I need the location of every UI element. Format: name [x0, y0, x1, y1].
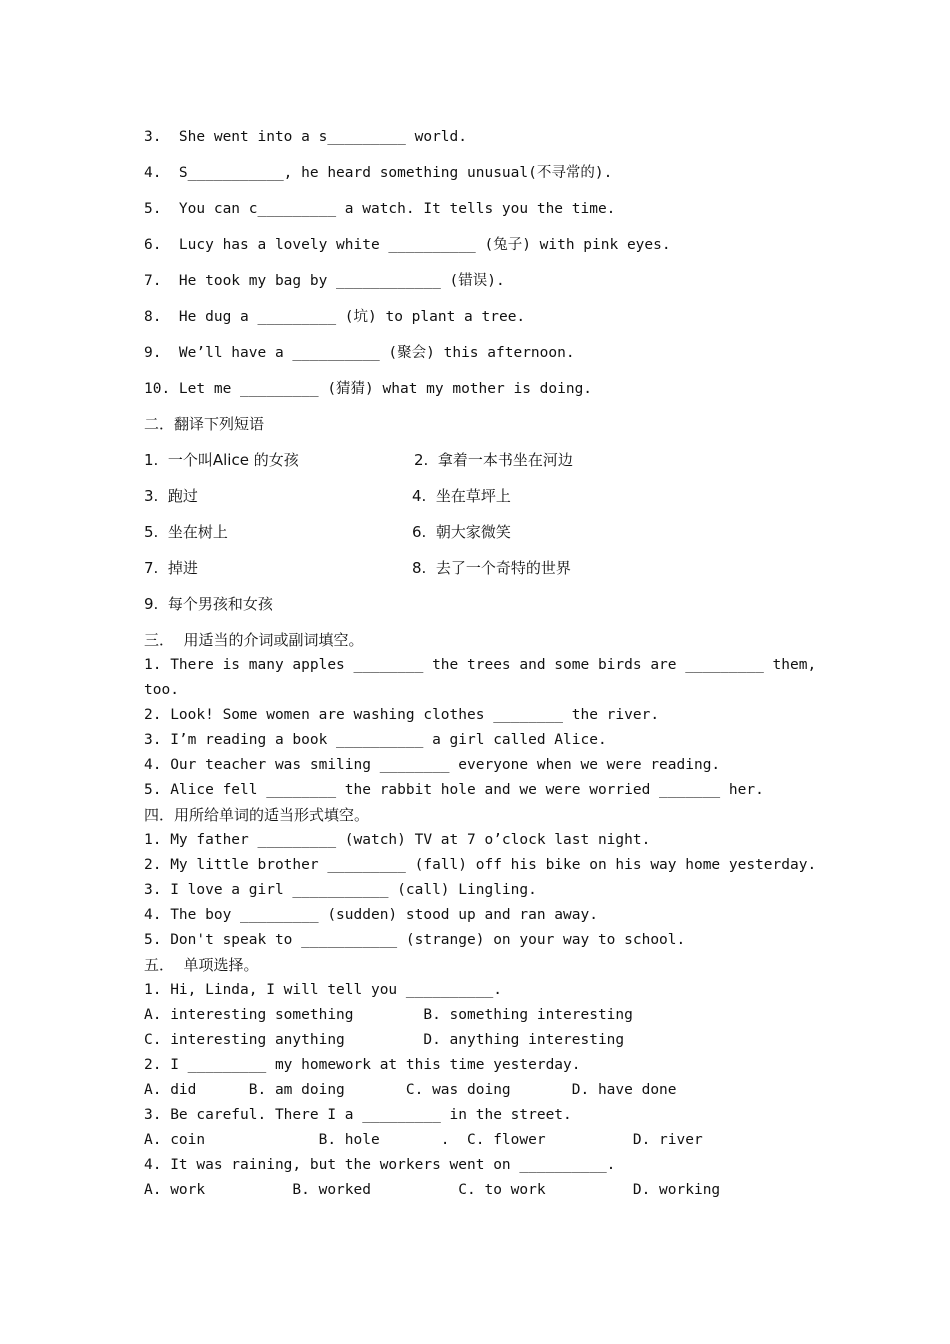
- phrase-item: 6. 朝大家微笑: [412, 523, 511, 541]
- exercise-line: A. interesting something B. something interesting: [144, 1007, 633, 1023]
- phrase-item: 8. 去了一个奇特的世界: [412, 559, 571, 577]
- exercise-line: 2. My little brother _________ (fall) off his bike on his way home yesterday.: [144, 857, 817, 873]
- phrase-item: 9. 每个男孩和女孩: [144, 595, 273, 613]
- phrase-item: 2. 拿着一本书坐在河边: [414, 451, 573, 469]
- section-heading: 二．翻译下列短语: [144, 415, 265, 433]
- phrase-item: 4. 坐在草坪上: [412, 487, 511, 505]
- exercise-line: 1. My father _________ (watch) TV at 7 o’clock last night.: [144, 832, 651, 848]
- exercise-line: A. coin B. hole . C. flower D. river: [144, 1132, 703, 1148]
- section-heading: 五． 单项选择。: [144, 956, 259, 974]
- exercise-line: A. did B. am doing C. was doing D. have done: [144, 1082, 677, 1098]
- exercise-line: A. work B. worked C. to work D. working: [144, 1182, 721, 1198]
- part1-line: 7. He took my bag by ____________ (错误).: [144, 273, 505, 289]
- phrase-item: 3. 跑过: [144, 487, 198, 505]
- exercise-line: 3. I’m reading a book __________ a girl called Alice.: [144, 732, 607, 748]
- part1-line: 9. We’ll have a __________ (聚会) this afternoon.: [144, 345, 575, 361]
- exercise-line: 4. Our teacher was smiling ________ everyone when we were reading.: [144, 757, 721, 773]
- exercise-line: too.: [144, 682, 179, 698]
- part1-line: 4. S___________, he heard something unusual(不寻常的).: [144, 165, 613, 181]
- part1-line: 6. Lucy has a lovely white __________ (兔子) with pink eyes.: [144, 237, 671, 253]
- exercise-line: 5. Don't speak to ___________ (strange) on your way to school.: [144, 932, 686, 948]
- phrase-item: 1. 一个叫Alice 的女孩: [144, 451, 299, 469]
- part1-line: 5. You can c_________ a watch. It tells you the time.: [144, 201, 616, 217]
- phrase-item: 7. 掉进: [144, 559, 198, 577]
- exercise-line: 3. I love a girl ___________ (call) Lingling.: [144, 882, 537, 898]
- exercise-line: 4. The boy _________ (sudden) stood up and ran away.: [144, 907, 598, 923]
- exercise-line: 2. I _________ my homework at this time yesterday.: [144, 1057, 581, 1073]
- phrase-item: 5. 坐在树上: [144, 523, 228, 541]
- exercise-line: C. interesting anything D. anything interesting: [144, 1032, 625, 1048]
- exercise-line: 1. Hi, Linda, I will tell you __________.: [144, 982, 502, 998]
- exercise-line: 1. There is many apples ________ the trees and some birds are _________ them,: [144, 657, 817, 673]
- part1-line: 8. He dug a _________ (坑) to plant a tree.: [144, 309, 526, 325]
- exercise-line: 2. Look! Some women are washing clothes ________ the river.: [144, 707, 660, 723]
- part1-line: 10. Let me _________ (猜猜) what my mother is doing.: [144, 381, 593, 397]
- exercise-line: 3. Be careful. There I a _________ in the street.: [144, 1107, 572, 1123]
- part1-line: 3. She went into a s_________ world.: [144, 129, 468, 145]
- section-heading: 四．用所给单词的适当形式填空。: [144, 806, 370, 824]
- exercise-line: 5. Alice fell ________ the rabbit hole and we were worried _______ her.: [144, 782, 764, 798]
- exercise-line: 4. It was raining, but the workers went on __________.: [144, 1157, 616, 1173]
- section-heading: 三． 用适当的介词或副词填空。: [144, 631, 364, 649]
